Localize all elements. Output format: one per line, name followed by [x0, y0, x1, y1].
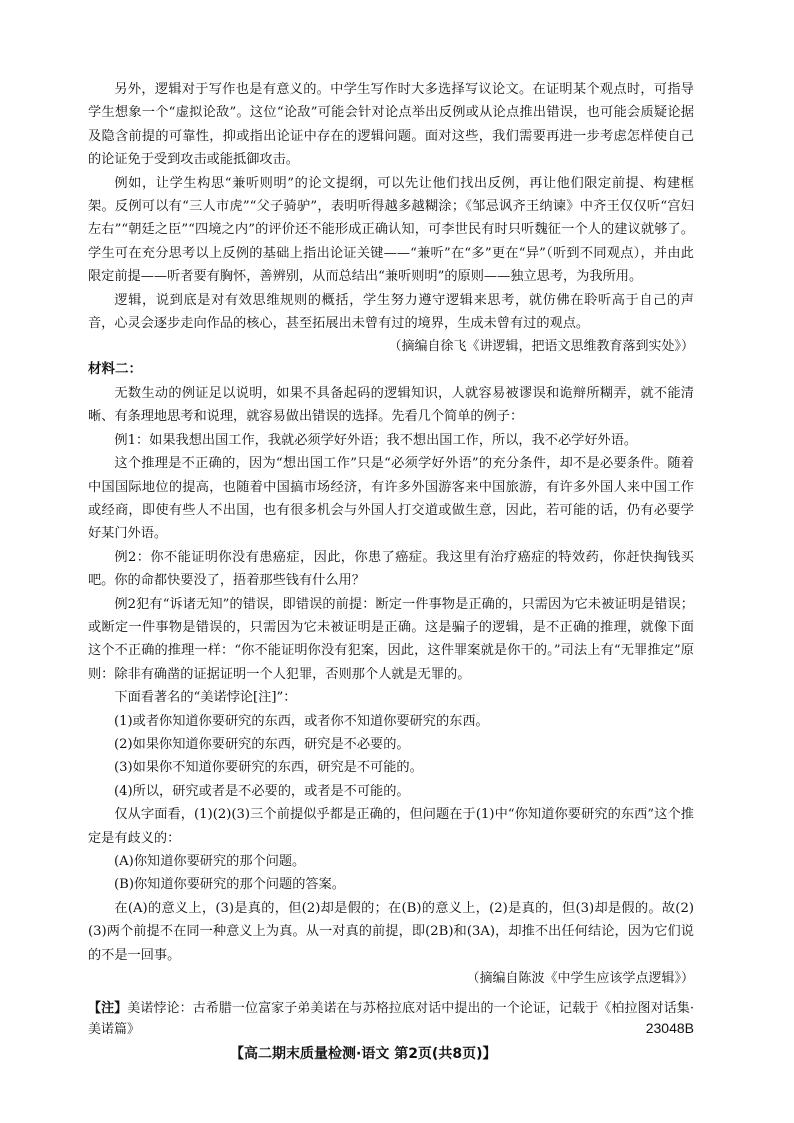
- citation: （摘编自陈波《中学生应该学点逻辑》）: [466, 971, 694, 987]
- paragraph: 另外，逻辑对于写作也是有意义的。中学生写作时大多选择写议论文。在证明某个观点时，可指导学生想象一个“虚拟论敌”。这位“论敌”可能会针对论点举出反例或从论点推出错误，也可能会质疑论据及隐含前提的可靠性，抑或指出论证中存在的逻辑问题。面对这些，我们需要再进一步考虑怎样使自己的论证免于受到攻击或能抵御攻击。: [88, 82, 694, 168]
- citation: （摘编自徐飞《讲逻辑，把语文思维教育落到实处》）: [388, 339, 694, 355]
- paragraph: 逻辑，说到底是对有效思维规则的概括，学生努力遵守逻辑来思考，就仿佛在聆听高于自己的声音，心灵会逐步走向作品的核心，甚至拓展出未曾有过的境界，生成未曾有过的观点。: [88, 292, 694, 332]
- list-item: (1)或者你知道你要研究的东西，或者你不知道你要研究的东西。: [114, 713, 489, 729]
- paragraph: 例2犯有“诉诸无知”的错误，即错误的前提：断定一件事物是正确的，只需因为它未被证明是错误；或断定一件事物是错误的，只需因为它未被证明是正确。这是骗子的逻辑，是不正确的推理，就像下面这个不正确的推理一样：“你不能证明你没有犯案，因此，这件罪案就是你干的。”司法上有“无罪推定”原则：除非有确凿的证据证明一个人犯罪，否则那个人就是无罪的。: [88, 596, 694, 682]
- paragraph: 这个推理是不正确的，因为“想出国工作”只是“必须学好外语”的充分条件，却不是必要条件。随着中国国际地位的提高，也随着中国搞市场经济，有许多外国游客来中国旅游，有许多外国人来中国工作或经商，即使有些人不出国，也有很多机会与外国人打交道或做生意，因此，若可能的话，仍有必要学好某门外语。: [88, 456, 694, 542]
- article-body: [88, 78, 694, 1040]
- list-item: (4)所以，研究或者是不必要的，或者是不可能的。: [114, 783, 410, 799]
- list-item: (B)你知道你要研究的那个问题的答案。: [114, 877, 345, 893]
- paragraph: 在(A)的意义上，(3)是真的，但(2)却是假的；在(B)的意义上，(2)是真的，但(3)却是假的。故(2)(3)两个前提不在同一种意义上为真。从一对真的前提，即(2B)和(3A)，却推不出任何结论，因为它们说的不是一回事。: [88, 900, 694, 963]
- paper-code: 23048B: [645, 1020, 694, 1036]
- paragraph: 下面看著名的“美诺悖论[注]”：: [114, 690, 297, 706]
- paragraph: 无数生动的例证足以说明，如果不具备起码的逻辑知识，人就容易被谬误和诡辩所糊弄，就不能清晰、有条理地思考和说理，就容易做出错误的选择。先看几个简单的例子：: [88, 385, 694, 425]
- meno-premises-list: [88, 710, 694, 804]
- list-item: (A)你知道你要研究的那个问题。: [114, 854, 306, 869]
- footnote-text: 美诺悖论：古希腊一位富家子弟美诺在与苏格拉底对话中提出的一个论证，记载于《柏拉图对话集·美诺篇》: [88, 1001, 694, 1038]
- footnote-label: 【注】: [88, 1001, 128, 1017]
- footnote: [88, 998, 694, 1040]
- paragraph: 例2：你不能证明你没有患癌症，因此，你患了癌症。我这里有治疗癌症的特效药，你赶快掏钱买吧。你的命都快要没了，捂着那些钱有什么用？: [88, 549, 694, 589]
- ambiguity-list: [88, 850, 694, 897]
- list-item: (2)如果你知道你要研究的东西，研究是不必要的。: [114, 736, 410, 752]
- list-item: (3)如果你不知道你要研究的东西，研究是不可能的。: [114, 760, 423, 776]
- paragraph: 例如，让学生构思“兼听则明”的论文提纲，可以先让他们找出反例，再让他们限定前提、构建框架。反例可以有“三人市虎”“父子骑驴”，表明听得越多越糊涂；《邹忌讽齐王纳谏》中齐王仅仅听“宫妇左右”“朝廷之臣”“四境之内”的评价还不能形成正确认知，可李世民有时只听魏征一个人的建议就够了。学生可在充分思考以上反例的基础上指出论证关键——“兼听”在“多”更在“异”（听到不同观点），并由此限定前提——听者要有胸怀，善辨别，从而总结出“兼听则明”的原则——独立思考，为我所用。: [88, 175, 694, 285]
- section-heading: 材料二：: [88, 361, 142, 378]
- paragraph: 仅从字面看，(1)(2)(3)三个前提似乎都是正确的，但问题在于(1)中“你知道你要研究的东西”这个推定是有歧义的：: [88, 807, 694, 846]
- paragraph: 例1：如果我想出国工作，我就必须学好外语；我不想出国工作，所以，我不必学好外语。: [114, 432, 638, 448]
- page-footer: 【高二期末质量检测·语文 第2页(共8页)】: [230, 1046, 497, 1062]
